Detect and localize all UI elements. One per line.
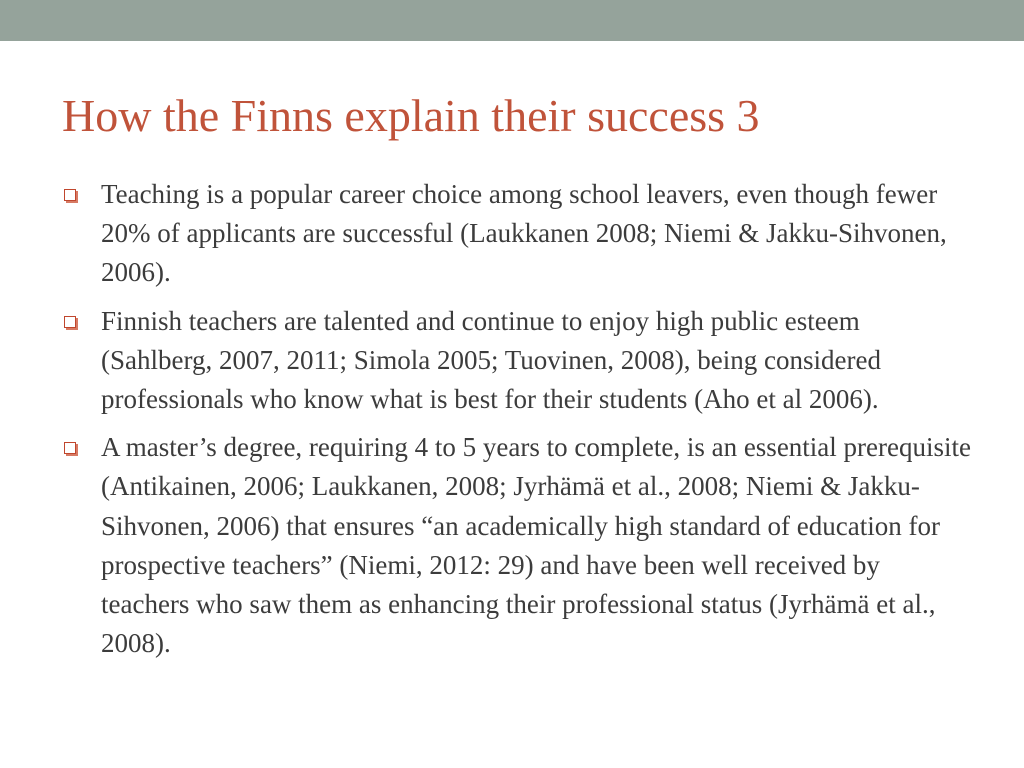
bullet-text: Finnish teachers are talented and continue to enjoy high public esteem (Sahlberg, 2007, 2011; Simola 2005; Tuovinen, 2008), being considered professionals who know what is best for their students (Aho et al 2006). xyxy=(101,305,881,415)
hollow-square-bullet-icon xyxy=(64,442,76,454)
bullet-text: Teaching is a popular career choice among school leavers, even though fewer 20% of applicants are successful (Laukkanen 2008; Niemi & Jakku-Sihvonen, 2006). xyxy=(101,179,947,288)
bullet-text: A master’s degree, requiring 4 to 5 years to complete, is an essential prerequisite (Antikainen, 2006; Laukkanen, 2008; Jyrhämä et al., 2008; Niemi & Jakku-Sihvonen, 2006) that ensures “an academically high standard of education for prospective teachers” (Niemi, 2012: 29) and have been well received by teachers who saw them as enhancing their professional status (Jyrhämä et al., 2008). xyxy=(101,432,971,659)
bullet-item xyxy=(64,428,974,663)
hollow-square-bullet-icon xyxy=(64,189,76,201)
bullet-item xyxy=(64,175,974,293)
bullet-item xyxy=(64,302,974,420)
top-accent-bar xyxy=(0,0,1024,41)
hollow-square-bullet-icon xyxy=(64,316,76,328)
bullet-list xyxy=(64,175,974,672)
slide-title: How the Finns explain their success 3 xyxy=(62,90,760,141)
